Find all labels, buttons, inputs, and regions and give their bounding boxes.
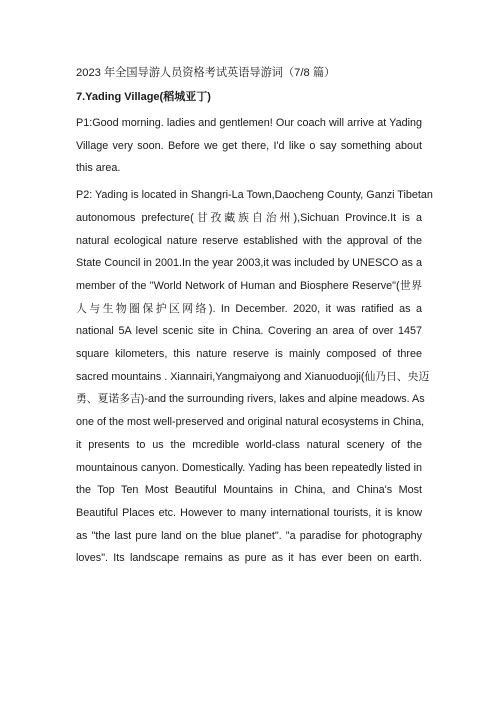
paragraph-p2 [76, 184, 433, 570]
text-line: Village very soon. Before we get there, I'd like o say something about [76, 139, 422, 152]
text-line: it presents to us the mcredible world-class natural scenery of the [76, 438, 422, 451]
text-line: this area. [76, 162, 121, 175]
text-line: 勇、夏诺多吉)-and the surrounding rivers, lakes and alpine meadows. As [76, 393, 425, 406]
text-line: autonomous prefecture(甘孜藏族自治州),Sichuan Province.It is a [76, 211, 422, 224]
text-line: loves". Its landscape remains as pure as it has ever been on earth. [76, 552, 422, 565]
document-body [76, 64, 433, 574]
text-line: as "the last pure land on the blue planet". "a paradise for photography [76, 529, 422, 542]
document-heading: 2023 年全国导游人员资格考试英语导游词（7/8 篇） [76, 67, 336, 79]
text-line: the Top Ten Most Beautiful Mountains in China, and China's Most [76, 484, 422, 497]
text-line: national 5A level scenic site in China. Covering an area of over 1457 [76, 325, 422, 338]
text-line: State Council in 2001.In the year 2003,it was included by UNESCO as a [76, 257, 422, 270]
text-line: mountainous canyon. Domestically. Yading has been repeatedly listed in [76, 461, 422, 474]
text-line: member of the "World Network of Human and Biosphere Reserve"(世界 [76, 279, 422, 292]
text-line: Beautiful Places etc. However to many international tourists, it is know [76, 506, 422, 519]
text-line: square kilometers, this nature reserve is mainly composed of three [76, 348, 422, 361]
text-line: P1:Good morning. ladies and gentlemen! Our coach will arrive at Yading [76, 117, 422, 129]
text-line: natural ecological nature reserve established with the approval of the [76, 234, 422, 247]
text-line: 人与生物圈保护区网络). In December. 2020, it was ratified as a [76, 302, 422, 315]
paragraph-p1 [76, 112, 422, 180]
section-title: 7.Yading Village(稻城亚丁) [76, 91, 211, 103]
text-line: P2: Yading is located in Shangri-La Town,Daocheng County, Ganzi Tibetan [76, 189, 433, 202]
text-line: one of the most well-preserved and original natural ecosystems in China, [76, 416, 425, 429]
text-line: sacred mountains . Xiannairi,Yangmaiyong and Xianuoduoji(仙乃日、央迈 [76, 370, 430, 383]
